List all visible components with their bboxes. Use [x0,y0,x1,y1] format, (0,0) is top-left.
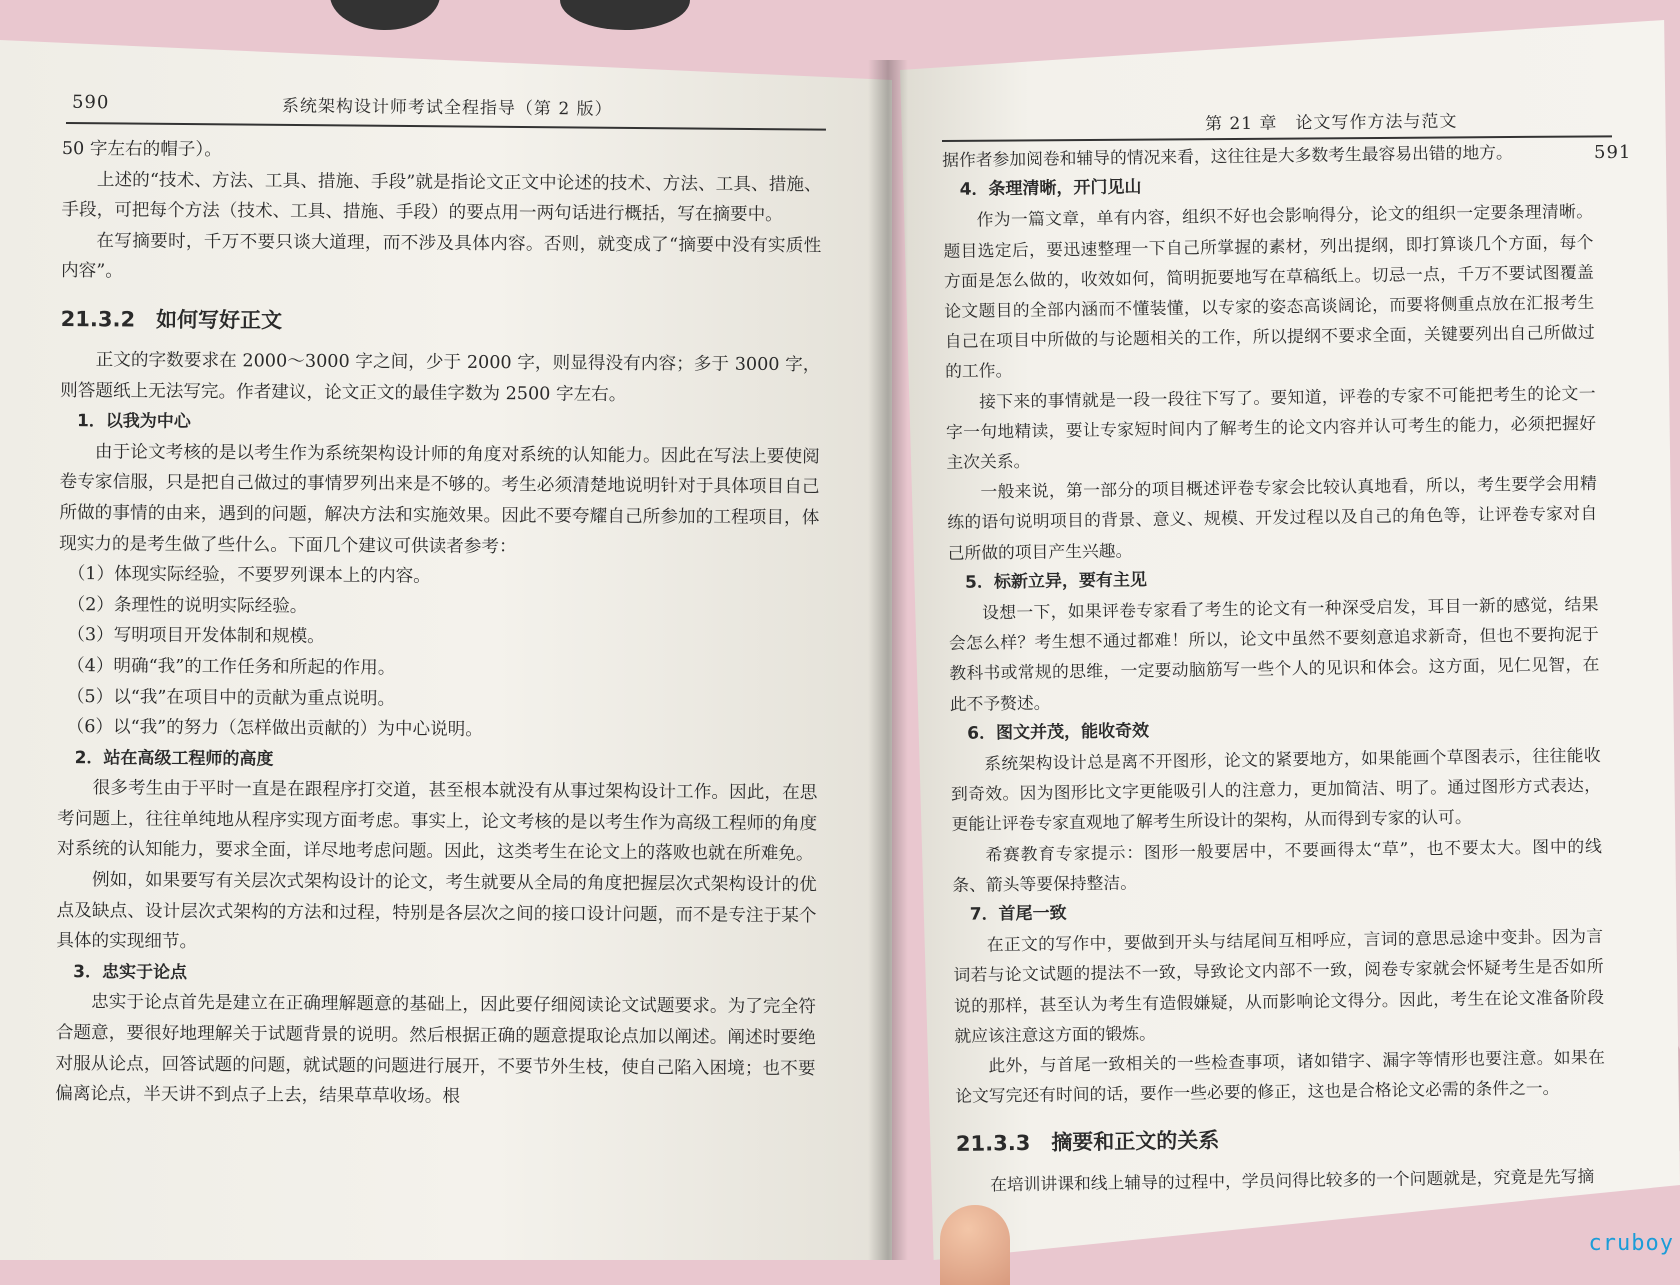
list-item: （5）以“我”在项目中的贡献为重点说明。 [66,686,396,709]
paragraph: 接下来的事情就是一段一段往下写了。要知道，评卷的专家不可能把考生的论文一字一句地精读，要让专家短时间内了解考生的论文内容并认可考生的能力，必须把握好主次关系。 [945,382,1597,472]
thumb [940,1205,1010,1285]
paragraph: 在培训讲课和线上辅导的过程中，学员问得比较多的一个问题就是，究竟是先写摘 [989,1165,1595,1194]
right-running-title: 第 21 章 论文写作方法与范文 [1204,111,1458,135]
subsection-heading: 2．站在高级工程师的高度 [74,747,274,770]
paragraph: 系统架构设计总是离不开图形，论文的紧要地方，如果能画个草图表示，往往能收到奇效。因为图形比文字更能吸引人的注意力，更加简洁、明了。通过图形方式表达，更能让评卷专家直观地了解考生所设计的架构，从而得到专家的认可。 [950,744,1602,835]
paragraph: 上述的“技术、方法、工具、措施、手段”就是指论文正文中论述的技术、方法、工具、措施、手段，可把每个方法（技术、工具、措施、手段）的要点用一两句话进行概括，写在摘要中。 [61,169,822,226]
subsection-heading: 1．以我为中心 [76,411,191,433]
paragraph: 例如，如果要写有关层次式架构设计的论文，考生就要从全局的角度把握层次式架构设计的优点及缺点、设计层次式架构的方法和过程，特别是各层次之间的接口设计问题，而不是专注于某个具体的实现细节。 [56,870,817,953]
subsection-heading: 6．图文并茂，能收奇效 [967,721,1150,744]
subsection-heading: 7．首尾一致 [969,903,1067,925]
paragraph: 在写摘要时，千万不要只谈大道理，而不涉及具体内容。否则，就变成了“摘要中没有实质性内容”。 [60,231,822,282]
subsection-heading: 4．条理清晰，开门见山 [959,177,1142,200]
paragraph: 设想一下，如果评卷专家看了考生的论文有一种深受启发，耳目一新的感觉，结果会怎么样？考生想不通过都难！所以，论文中虽然不要刻意追求新奇，但也不要拘泥于教科书或常规的思维，一定要动脑筋写一些个人的见识和体会。这方面，见仁见智，在此不予赘述。 [948,593,1600,714]
list-item: （6）以“我”的努力（怎样做出贡献的）为中心说明。 [66,717,483,741]
left-running-title: 系统架构设计师考试全程指导（第 2 版） [281,96,613,120]
paragraph: 在正文的写作中，要做到开头与结尾间互相呼应，言词的意思忌途中变卦。因为言词若与论文试题的提法不一致，导致论文内部不一致，阅卷专家就会怀疑考生是否如所说的那样，甚至认为考生有造假嫌疑，从而影响论文得分。因此，考生在论文准备阶段就应该注意这方面的锻炼。 [953,926,1605,1046]
paragraph: 一般来说，第一部分的项目概述评卷专家会比较认真地看，所以，考生要学会用精练的语句说明项目的背景、意义、规模、开发过程以及自己的角色等，让评卷专家对自己所做的项目产生兴趣。 [947,473,1598,563]
paragraph: 作为一篇文章，单有内容，组织不好也会影响得分，论文的组织一定要条理清晰。题目选定后，要迅速整理一下自己所掌握的素材，列出提纲，即打算谈几个方面，每个方面是怎么做的，收效如何，简明扼要地写在草稿纸上。切忌一点，千万不要试图覆盖论文题目的全部内涵而不懂装懂，以专家的姿态高谈阔论，而要将侧重点放在汇报考生自己在项目中所做的与论题相关的工作，所以提纲不要求全面，关键要列出自己所做过的工作。 [943,201,1595,382]
section-heading: 21.3.3 摘要和正文的关系 [955,1127,1220,1156]
book-gutter [868,60,908,1260]
fabric-dot [560,0,690,30]
paragraph: 据作者参加阅卷和辅导的情况来看，这往往是大多数考生最容易出错的地方。 [942,142,1513,170]
section-heading: 21.3.2 如何写好正文 [60,306,283,333]
list-item: （4）明确“我”的工作任务和所起的作用。 [67,655,396,679]
right-page-body [942,136,1607,1200]
fabric-dot [330,0,440,30]
right-page-number: 591 [1594,142,1632,163]
paragraph: 正文的字数要求在 2000～3000 字之间，少于 2000 字，则显得没有内容；多于 3000 字，则答题纸上无法写完。作者建议，论文正文的最佳字数为 2500 字左右。 [60,350,821,405]
paragraph: 50 字左右的帽子）。 [61,138,222,161]
paragraph: 此外，与首尾一致相关的一些检查事项，诸如错字、漏字等情形也要注意。如果在论文写完还有时间的话，要作一些必要的修正，这也是合格论文必需的条件之一。 [955,1046,1605,1107]
paragraph: 由于论文考核的是以考生作为系统架构设计师的角度对系统的认知能力。因此在写法上要使阅卷专家信服，只是把自己做过的事情罗列出来是不够的。考生必须清楚地说明针对于具体项目自己所做的事情的由来，遇到的问题，解决方法和实施效果。因此不要夸耀自己所参加的工程项目，体现实力的是考生做了些什么。下面几个建议可供读者参考： [59,441,820,557]
subsection-heading: 5．标新立异，要有主见 [964,570,1148,593]
subsection-heading: 3．忠实于论点 [73,961,188,983]
left-page-number: 590 [71,91,110,114]
list-item: （3）写明项目开发体制和规模。 [67,625,325,648]
paragraph: 很多考生由于平时一直是在跟程序打交道，甚至根本就没有从事过架构设计工作。因此，在思考问题上，往往单纯地从程序实现方面考虑。事实上，论文考核的是以考生作为高级工程师的角度对系统的认知能力，要求全面，详尽地考虑问题。因此，这类考生在论文上的落败也就在所难免。 [56,778,818,865]
list-item: （2）条理性的说明实际经验。 [67,594,308,617]
paragraph: 忠实于论点首先是建立在正确理解题意的基础上，因此要仔细阅读论文试题要求。为了完全符合题意，要很好地理解关于试题背景的说明。然后根据正确的题意提取论点加以阐述。阐述时要绝对服从论点，回答试题的问题，就试题的问题进行展开，不要节外生枝，使自己陷入困境；也不要偏离论点，半天讲不到点子上去，结果草草收场。根 [55,992,816,1108]
left-page-body [55,134,822,1115]
watermark: cruboy [1588,1231,1674,1256]
paragraph: 希赛教育专家提示：图形一般要居中，不要画得太“草”，也不要太大。图中的线条、箭头等要保持整洁。 [952,835,1602,895]
list-item: （1）体现实际经验，不要罗列课本上的内容。 [67,564,431,587]
